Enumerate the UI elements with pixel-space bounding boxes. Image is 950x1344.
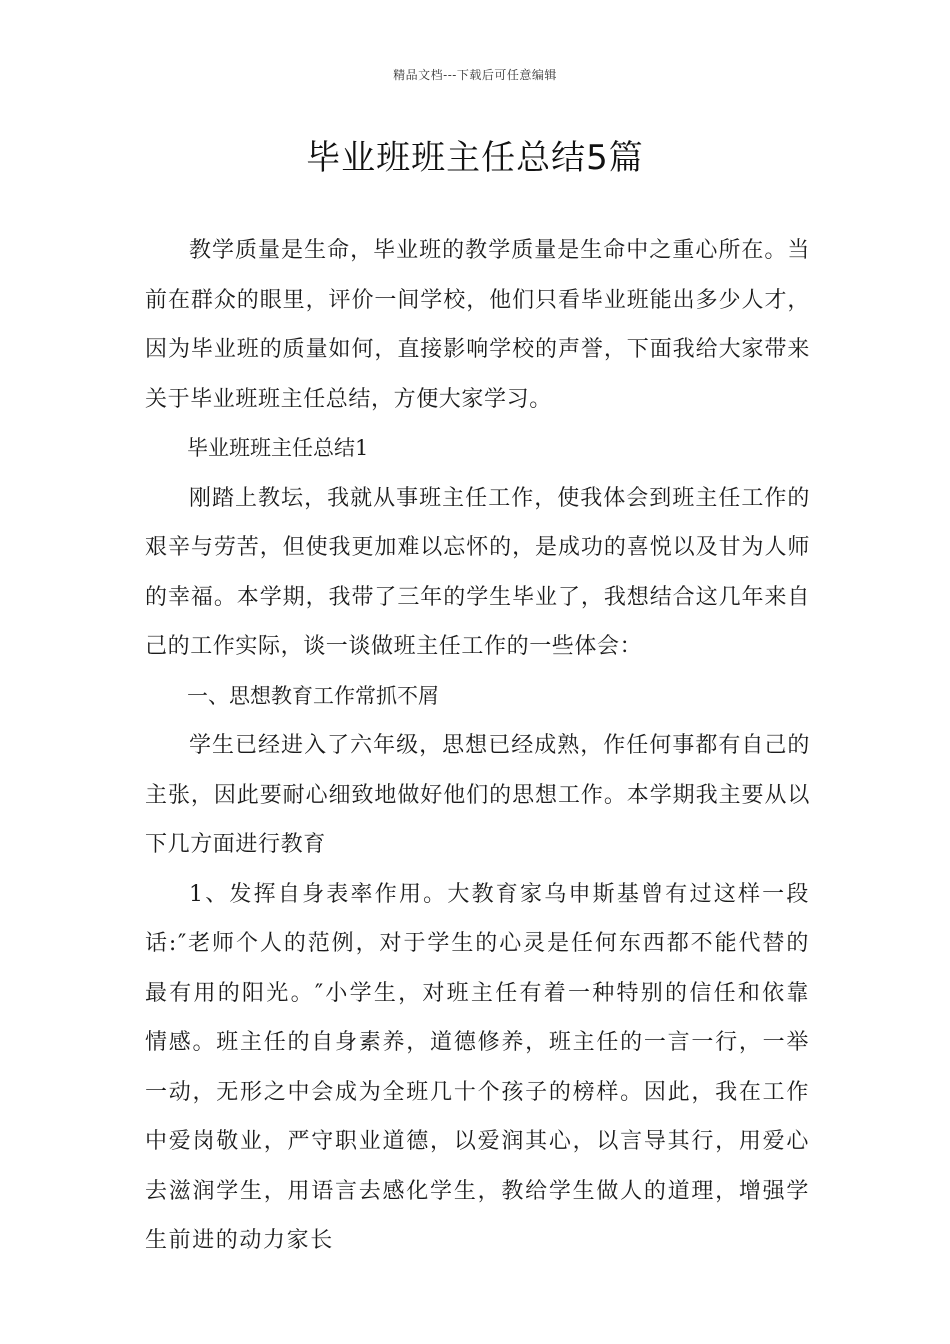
intro-paragraph: 教学质量是生命，毕业班的教学质量是生命中之重心所在。当前在群众的眼里，评价一间学校，他们只看毕业班能出多少人才，因为毕业班的质量如何，直接影响学校的声誉，下面我给大家带来关于毕业班班主任总结，方便大家学习。 xyxy=(145,238,810,412)
header-note: 精品文档---下载后可任意编辑 xyxy=(393,68,557,82)
body-paragraph: 1、发挥自身表率作用。大教育家乌申斯基曾有过这样一段话:″老师个人的范例，对于学生的心灵是任何东西都不能代替的最有用的阳光。″小学生，对班主任有着一种特别的信任和依靠情感。班主任的自身素养，道德修养，班主任的一言一行，一举一动，无形之中会成为全班几十个孩子的榜样。因此，我在工作中爱岗敬业，严守职业道德，以爱润其心，以言导其行，用爱心去滋润学生，用语言去感化学生，教给学生做人的道理，增强学生前进的动力家长 xyxy=(145,881,810,1253)
subsection-heading-1: 一、思想教育工作常抓不屑 xyxy=(187,683,439,708)
document-body xyxy=(145,226,810,1266)
document-title: 毕业班班主任总结5篇 xyxy=(306,138,644,178)
body-paragraph: 学生已经进入了六年级，思想已经成熟，作任何事都有自己的主张，因此要耐心细致地做好他们的思想工作。本学期我主要从以下几方面进行教育 xyxy=(145,733,810,857)
section-heading-summary-1: 毕业班班主任总结1 xyxy=(187,436,369,460)
body-paragraph: 刚踏上教坛，我就从事班主任工作，使我体会到班主任工作的艰辛与劳苦，但使我更加难以忘怀的，是成功的喜悦以及甘为人师的幸福。本学期，我带了三年的学生毕业了，我想结合这几年来自己的工作实际，谈一谈做班主任工作的一些体会： xyxy=(145,485,810,659)
